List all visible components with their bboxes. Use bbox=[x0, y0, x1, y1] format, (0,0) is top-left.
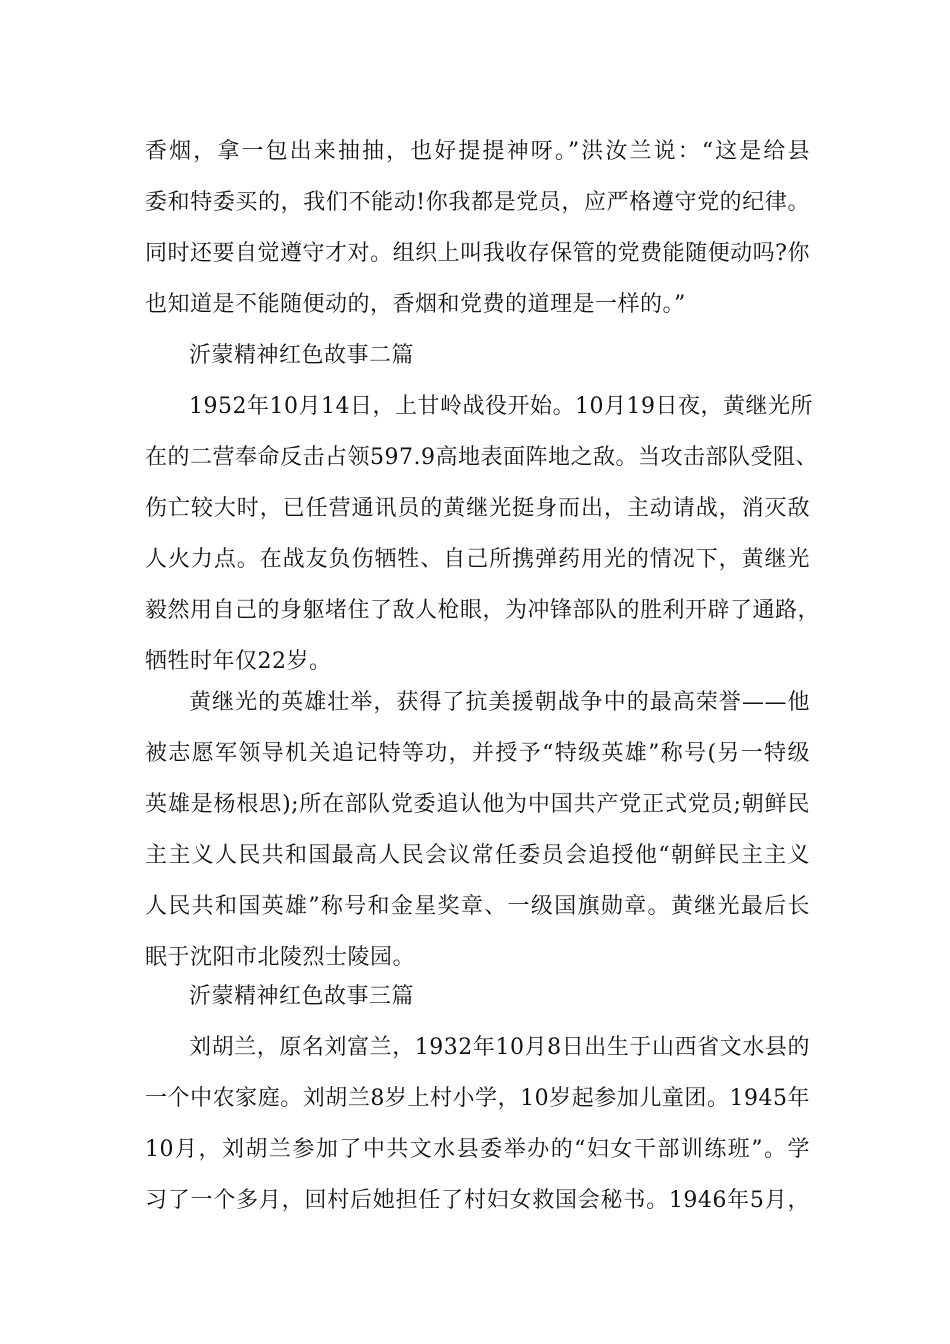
text-line: 1952年10月14日，上甘岭战役开始。10月19日夜，黄继光所 bbox=[189, 394, 813, 419]
text-line: 主主义人民共和国最高人民会议常任委员会追授他“朝鲜民主主义 bbox=[145, 843, 810, 868]
section-heading-2 bbox=[145, 330, 810, 381]
text-line: 毅然用自己的身躯堵住了敌人枪眼，为冲锋部队的胜利开辟了通路， bbox=[145, 598, 821, 623]
text-line: 刘胡兰，原名刘富兰，1932年10月8日出生于山西省文水县的 bbox=[189, 1035, 810, 1060]
text-line: 伤亡较大时，已任营通讯员的黄继光挺身而出，主动请战，消灭敌 bbox=[145, 496, 810, 521]
text-line: 英雄是杨根思);所在部队党委追认他为中国共产党正式党员;朝鲜民 bbox=[145, 792, 810, 817]
paragraph-liu-hulan bbox=[145, 1022, 810, 1226]
text-line: 香烟，拿一包出来抽抽，也好提提神呀。”洪汝兰说：“这是给县 bbox=[145, 139, 810, 164]
text-line: 也知道是不能随便动的，香烟和党费的道理是一样的。” bbox=[145, 292, 686, 317]
text-line: 委和特委买的，我们不能动!你我都是党员，应严格遵守党的纪律。 bbox=[145, 190, 810, 215]
heading-text: 沂蒙精神红色故事三篇 bbox=[189, 984, 415, 1009]
text-line: 一个中农家庭。刘胡兰8岁上村小学，10岁起参加儿童团。1945年 bbox=[145, 1086, 810, 1111]
section-heading-3 bbox=[145, 971, 810, 1022]
text-line: 人民共和国英雄”称号和金星奖章、一级国旗勋章。黄继光最后长 bbox=[145, 894, 810, 919]
paragraph-continuation bbox=[145, 126, 810, 330]
text-line: 人火力点。在战友负伤牺牲、自己所携弹药用光的情况下，黄继光 bbox=[145, 547, 810, 572]
text-line: 10月，刘胡兰参加了中共文水县委举办的“妇女干部训练班”。学 bbox=[145, 1137, 810, 1162]
text-line: 在的二营奉命反击占领597.9高地表面阵地之敌。当攻击部队受阻、 bbox=[145, 445, 818, 470]
text-line: 被志愿军领导机关追记特等功，并授予“特级英雄”称号(另一特级 bbox=[145, 741, 810, 766]
paragraph-huang-jiguang-honors bbox=[145, 677, 810, 983]
heading-text: 沂蒙精神红色故事二篇 bbox=[189, 343, 415, 368]
text-line: 眠于沈阳市北陵烈士陵园。 bbox=[145, 945, 416, 970]
paragraph-huang-jiguang-battle bbox=[145, 381, 821, 687]
text-line: 黄继光的英雄壮举，获得了抗美援朝战争中的最高荣誉——他 bbox=[189, 690, 810, 715]
text-line: 习了一个多月，回村后她担任了村妇女救国会秘书。1946年5月， bbox=[145, 1188, 810, 1213]
text-line: 同时还要自觉遵守才对。组织上叫我收存保管的党费能随便动吗?你 bbox=[145, 241, 810, 266]
text-line: 牺牲时年仅22岁。 bbox=[145, 649, 332, 674]
